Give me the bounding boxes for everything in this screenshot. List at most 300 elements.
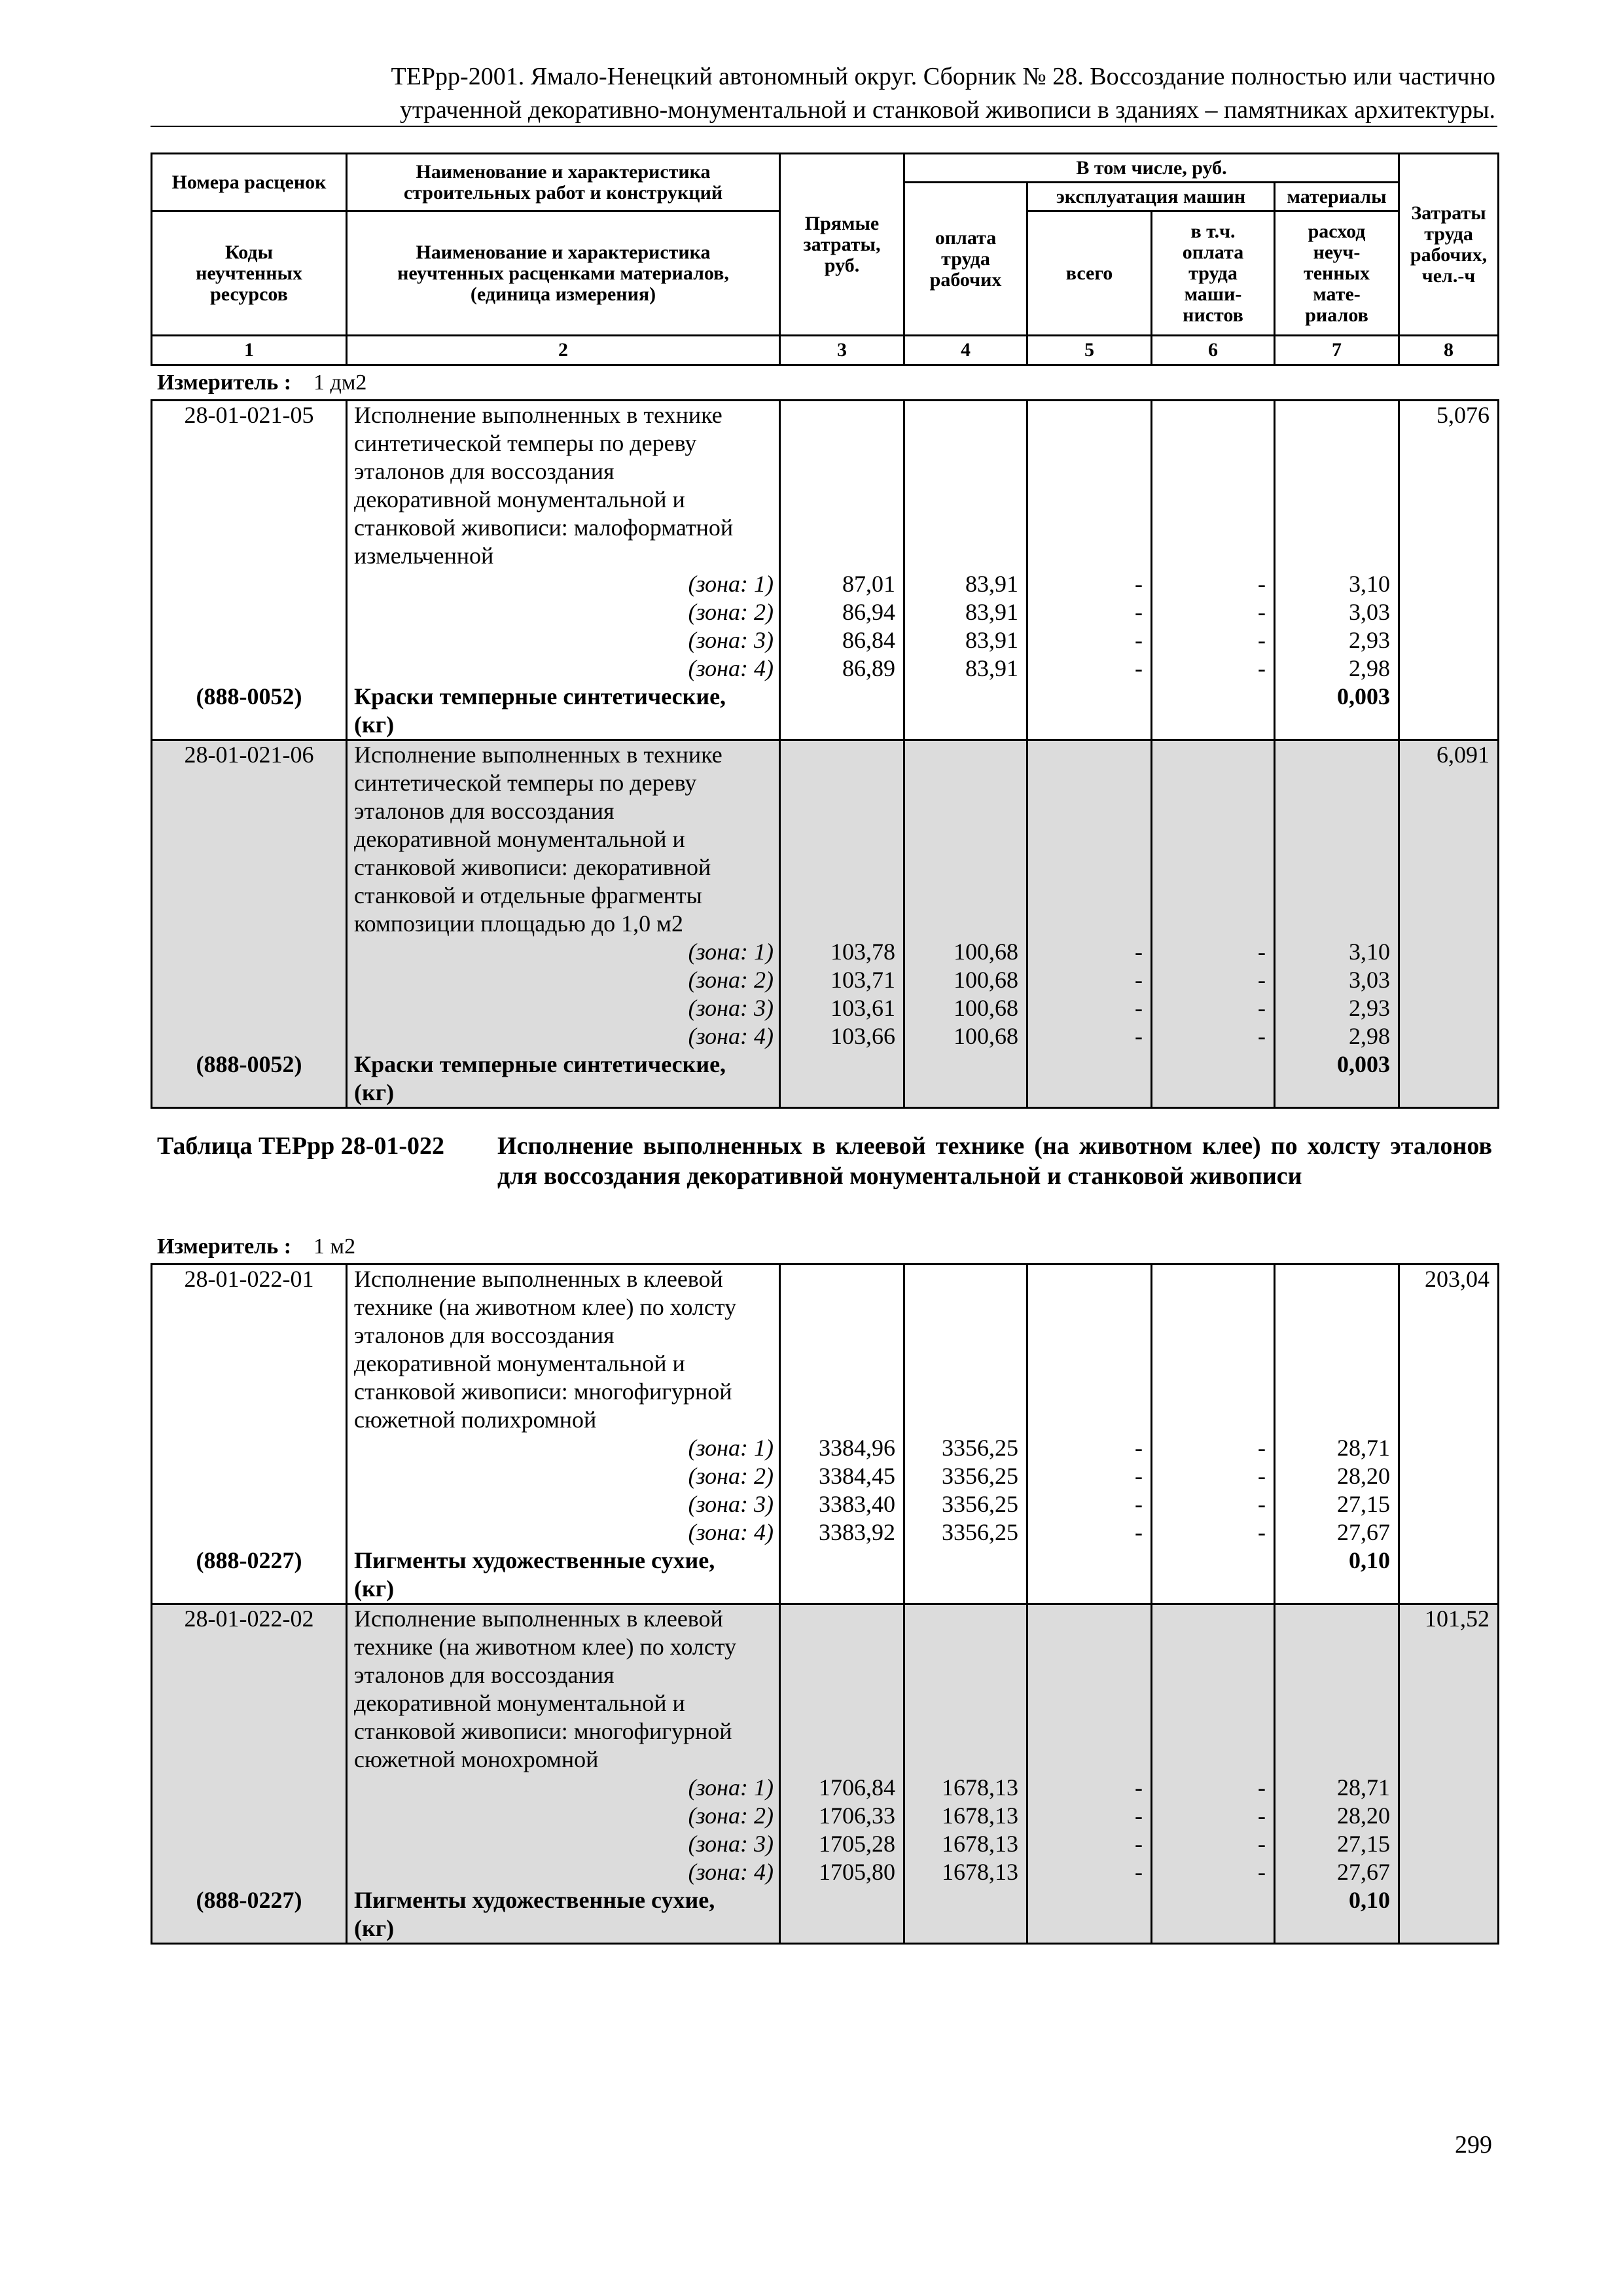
blank-line: [905, 910, 1018, 938]
blank-line: [1275, 1079, 1390, 1107]
resource-quantity: 0,10: [1349, 1887, 1390, 1913]
blank-line: [1275, 882, 1390, 910]
blank-line: [1152, 1406, 1266, 1434]
direct-costs: 3384,96: [819, 1435, 895, 1461]
blank-line: [1275, 457, 1390, 486]
zone-label: (зона: 1): [688, 1774, 774, 1801]
blank-line: [781, 542, 895, 570]
machines-total: -: [1135, 1519, 1143, 1545]
table-title-text: Исполнение выполненных в клеевой технике (на животном клее) по холсту эталонов для воссоздания декоративной монументальной и станковой живописи: [497, 1132, 1492, 1190]
blank-line: [1028, 882, 1143, 910]
blank-line: [1275, 1575, 1390, 1603]
blank-line: [1275, 401, 1390, 429]
blank-line: [152, 486, 346, 514]
direct-costs: 1705,28: [819, 1831, 895, 1857]
rate-description-line: измельченной: [354, 543, 494, 569]
rate-description-line: технике (на животном клее) по холсту: [354, 1294, 737, 1320]
blank-line: [152, 1462, 346, 1490]
blank-line: [781, 711, 895, 739]
blank-line: [1275, 797, 1390, 825]
materials-value: 2,98: [1349, 1023, 1390, 1049]
measure-unit: 1 дм2: [313, 370, 367, 395]
blank-line: [1275, 741, 1390, 769]
rate-description-line: технике (на животном клее) по холсту: [354, 1634, 737, 1660]
measure-label: Измеритель :: [157, 1234, 292, 1259]
col-resource-codes-header: Коды неучтенных ресурсов: [152, 211, 347, 336]
worker-wages: 100,68: [954, 995, 1018, 1021]
blank-line: [152, 853, 346, 882]
machinist-wages-cell: [1152, 1265, 1275, 1604]
blank-line: [1275, 1378, 1390, 1406]
rate-description-line: сюжетной монохромной: [354, 1746, 599, 1772]
blank-line: [152, 882, 346, 910]
rate-code: 28-01-022-01: [184, 1266, 314, 1292]
blank-line: [152, 994, 346, 1022]
zone-label: (зона: 3): [688, 627, 774, 653]
zone-label: (зона: 2): [688, 967, 774, 993]
resource-name-line: Краски темперные синтетические,: [354, 683, 726, 709]
machines-total: -: [1135, 995, 1143, 1021]
rate-description-line: станковой и отдельные фрагменты: [354, 882, 702, 908]
labor-costs-cell: [1399, 1604, 1499, 1944]
blank-line: [781, 1575, 895, 1603]
materials-value: 28,71: [1337, 1435, 1390, 1461]
rate-description-line: синтетической темперы по дереву: [354, 430, 697, 456]
blank-line: [1275, 1914, 1390, 1943]
blank-line: [152, 825, 346, 853]
blank-line: [1152, 825, 1266, 853]
column-header-table: [151, 152, 1499, 366]
rate-row: [152, 1604, 1499, 1944]
blank-line: [781, 1079, 895, 1107]
machinist-wages: -: [1258, 967, 1266, 993]
blank-line: [1275, 1321, 1390, 1350]
blank-line: [152, 429, 346, 457]
blank-line: [905, 741, 1018, 769]
blank-line: [152, 1406, 346, 1434]
resource-quantity: 0,003: [1337, 1051, 1390, 1077]
blank-line: [905, 1378, 1018, 1406]
blank-line: [781, 1746, 895, 1774]
blank-line: [1028, 1575, 1143, 1603]
rate-description-line: станковой живописи: многофигурной: [354, 1718, 732, 1744]
blank-line: [781, 1886, 895, 1914]
blank-line: [152, 542, 346, 570]
materials-value: 28,71: [1337, 1774, 1390, 1801]
col-labor-costs-header: Затраты труда рабочих, чел.-ч: [1399, 154, 1499, 336]
blank-line: [905, 486, 1018, 514]
machines-total: -: [1135, 627, 1143, 653]
blank-line: [1028, 401, 1143, 429]
blank-line: [152, 966, 346, 994]
blank-line: [1028, 457, 1143, 486]
blank-line: [1028, 1321, 1143, 1350]
blank-line: [781, 910, 895, 938]
blank-line: [1275, 853, 1390, 882]
machines-total: -: [1135, 571, 1143, 597]
blank-line: [1152, 1717, 1266, 1746]
machinist-wages: -: [1258, 627, 1266, 653]
rate-code-cell: [152, 1265, 347, 1604]
blank-line: [1152, 1661, 1266, 1689]
rates-table: [151, 399, 1499, 1109]
rate-description-line: декоративной монументальной и: [354, 1690, 685, 1716]
blank-line: [1152, 797, 1266, 825]
direct-costs: 87,01: [842, 571, 895, 597]
worker-wages: 83,91: [965, 599, 1018, 625]
blank-line: [152, 910, 346, 938]
resource-name-line: Краски темперные синтетические,: [354, 1051, 726, 1077]
blank-line: [1152, 769, 1266, 797]
blank-line: [781, 1547, 895, 1575]
col-number: 8: [1399, 336, 1499, 365]
materials-value-cell: [1275, 401, 1399, 740]
blank-line: [152, 938, 346, 966]
direct-costs-cell: [780, 401, 904, 740]
materials-value: 27,15: [1337, 1831, 1390, 1857]
worker-wages: 1678,13: [942, 1803, 1018, 1829]
labor-costs: 101,52: [1425, 1605, 1489, 1632]
blank-line: [1275, 1661, 1390, 1689]
resource-code: (888-0052): [196, 1051, 302, 1077]
machines-total: -: [1135, 1803, 1143, 1829]
zone-label: (зона: 4): [688, 1859, 774, 1885]
direct-costs: 103,78: [830, 939, 895, 965]
machinist-wages-cell: [1152, 740, 1275, 1108]
zone-label: (зона: 1): [688, 1435, 774, 1461]
blank-line: [152, 1293, 346, 1321]
machines-total: -: [1135, 1774, 1143, 1801]
direct-costs: 86,84: [842, 627, 895, 653]
materials-value-cell: [1275, 740, 1399, 1108]
rate-description-line: Исполнение выполненных в технике: [354, 742, 722, 768]
measure-unit-2: [157, 1234, 355, 1259]
blank-line: [905, 769, 1018, 797]
machinist-wages-cell: [1152, 1604, 1275, 1944]
machines-total: -: [1135, 967, 1143, 993]
blank-line: [152, 1717, 346, 1746]
resource-quantity: 0,10: [1349, 1547, 1390, 1573]
rate-description-line: эталонов для воссоздания: [354, 1322, 615, 1348]
worker-wages: 1678,13: [942, 1774, 1018, 1801]
blank-line: [781, 1717, 895, 1746]
zone-label: (зона: 1): [688, 939, 774, 965]
worker-wages-cell: [904, 1265, 1027, 1604]
blank-line: [152, 570, 346, 598]
blank-line: [1275, 1265, 1390, 1293]
zone-label: (зона: 4): [688, 655, 774, 681]
zone-label: (зона: 4): [688, 1023, 774, 1049]
blank-line: [1152, 1746, 1266, 1774]
blank-line: [781, 825, 895, 853]
blank-line: [1275, 1293, 1390, 1321]
worker-wages-cell: [904, 740, 1027, 1108]
blank-line: [781, 1321, 895, 1350]
blank-line: [152, 1633, 346, 1661]
blank-line: [1275, 1689, 1390, 1717]
blank-line: [905, 1717, 1018, 1746]
blank-line: [1028, 542, 1143, 570]
machines-total: -: [1135, 1463, 1143, 1489]
col-number: 3: [780, 336, 904, 365]
direct-costs-cell: [780, 1604, 904, 1944]
blank-line: [152, 1830, 346, 1858]
rate-description-line: станковой живописи: декоративной: [354, 854, 711, 880]
blank-line: [152, 1746, 346, 1774]
col-number: 2: [347, 336, 780, 365]
blank-line: [1028, 910, 1143, 938]
page-number: 299: [1455, 2131, 1492, 2159]
direct-costs-cell: [780, 740, 904, 1108]
blank-line: [1028, 853, 1143, 882]
blank-line: [1028, 1350, 1143, 1378]
zone-label: (зона: 3): [688, 995, 774, 1021]
header-line-1: ТЕРрр-2001. Ямало-Ненецкий автономный округ. Сборник № 28. Воссоздание полностью или частично: [391, 63, 1495, 90]
materials-value: 28,20: [1337, 1803, 1390, 1829]
blank-line: [1152, 542, 1266, 570]
blank-line: [781, 683, 895, 711]
blank-line: [905, 1050, 1018, 1079]
rate-description-cell: [347, 740, 780, 1108]
machines-total: -: [1135, 1831, 1143, 1857]
blank-line: [1275, 1350, 1390, 1378]
header-rule: [151, 126, 1497, 127]
blank-line: [905, 429, 1018, 457]
col-number: 4: [904, 336, 1027, 365]
blank-line: [905, 1661, 1018, 1689]
machinist-wages: -: [1258, 1803, 1266, 1829]
blank-line: [905, 457, 1018, 486]
materials-value: 3,03: [1349, 967, 1390, 993]
rate-description-line: декоративной монументальной и: [354, 826, 685, 852]
blank-line: [781, 1406, 895, 1434]
resource-code: (888-0052): [196, 683, 302, 709]
direct-costs-cell: [780, 1265, 904, 1604]
blank-line: [905, 401, 1018, 429]
materials-value: 3,10: [1349, 939, 1390, 965]
blank-line: [1028, 1746, 1143, 1774]
machines-total: -: [1135, 1023, 1143, 1049]
rate-description-line: Исполнение выполненных в технике: [354, 402, 722, 428]
direct-costs: 103,71: [830, 967, 895, 993]
machinist-wages-cell: [1152, 401, 1275, 740]
blank-line: [1152, 1079, 1266, 1107]
blank-line: [905, 853, 1018, 882]
blank-line: [152, 1774, 346, 1802]
blank-line: [781, 1689, 895, 1717]
blank-line: [152, 1079, 346, 1107]
blank-line: [1152, 1886, 1266, 1914]
col-machinist-wages-header: в т.ч. оплата труда маши- нистов: [1152, 211, 1275, 336]
machines-total: -: [1135, 939, 1143, 965]
header-line-2: утраченной декоративно-монументальной и станковой живописи в зданиях – памятниках архитектуры.: [399, 96, 1495, 124]
labor-costs: 6,091: [1436, 742, 1489, 768]
rate-description-line: декоративной монументальной и: [354, 486, 685, 512]
worker-wages: 83,91: [965, 627, 1018, 653]
resource-name-line: (кг): [354, 1079, 395, 1105]
col-worker-wages-header: оплата труда рабочих: [904, 183, 1027, 336]
machinist-wages: -: [1258, 1023, 1266, 1049]
blank-line: [1028, 429, 1143, 457]
materials-value: 2,93: [1349, 627, 1390, 653]
direct-costs: 1706,33: [819, 1803, 895, 1829]
blank-line: [1152, 1914, 1266, 1943]
blank-line: [1275, 1746, 1390, 1774]
col-number: 7: [1275, 336, 1399, 365]
col-rate-number-header: Номера расценок: [152, 154, 347, 211]
blank-line: [1275, 1717, 1390, 1746]
blank-line: [1028, 1265, 1143, 1293]
direct-costs: 3383,40: [819, 1491, 895, 1517]
materials-value: 27,15: [1337, 1491, 1390, 1517]
blank-line: [1275, 486, 1390, 514]
col-direct-costs-header: Прямые затраты, руб.: [780, 154, 904, 336]
measure-label: Измеритель :: [157, 370, 292, 395]
col-work-name-header: Наименование и характеристика строительных работ и конструкций: [347, 154, 780, 211]
resource-name-line: (кг): [354, 1915, 395, 1941]
blank-line: [781, 853, 895, 882]
blank-line: [152, 1858, 346, 1886]
blank-line: [1028, 486, 1143, 514]
blank-line: [781, 429, 895, 457]
machines-total: -: [1135, 1491, 1143, 1517]
labor-costs: 203,04: [1425, 1266, 1489, 1292]
rate-description-line: синтетической темперы по дереву: [354, 770, 697, 796]
machines-total: -: [1135, 1435, 1143, 1461]
blank-line: [1152, 1350, 1266, 1378]
machinist-wages: -: [1258, 1491, 1266, 1517]
col-machines-total-header: всего: [1027, 211, 1152, 336]
measure-unit: 1 м2: [313, 1234, 356, 1259]
blank-line: [905, 683, 1018, 711]
zone-label: (зона: 2): [688, 1463, 774, 1489]
worker-wages: 1678,13: [942, 1831, 1018, 1857]
blank-line: [1152, 1689, 1266, 1717]
blank-line: [152, 1661, 346, 1689]
direct-costs: 86,94: [842, 599, 895, 625]
worker-wages: 83,91: [965, 571, 1018, 597]
worker-wages: 3356,25: [942, 1491, 1018, 1517]
machinist-wages: -: [1258, 939, 1266, 965]
blank-line: [781, 1633, 895, 1661]
machinist-wages: -: [1258, 1774, 1266, 1801]
blank-line: [1275, 1633, 1390, 1661]
blank-line: [1028, 741, 1143, 769]
blank-line: [1275, 514, 1390, 542]
blank-line: [152, 1518, 346, 1547]
machinist-wages: -: [1258, 655, 1266, 681]
blank-line: [1028, 1378, 1143, 1406]
worker-wages-cell: [904, 1604, 1027, 1944]
blank-line: [1275, 825, 1390, 853]
blank-line: [905, 1633, 1018, 1661]
machines-total-cell: [1027, 1604, 1152, 1944]
blank-line: [781, 1661, 895, 1689]
materials-value-cell: [1275, 1604, 1399, 1944]
rate-description-cell: [347, 401, 780, 740]
blank-line: [152, 1575, 346, 1603]
blank-line: [905, 1689, 1018, 1717]
blank-line: [152, 1689, 346, 1717]
blank-line: [1028, 1406, 1143, 1434]
blank-line: [1028, 1293, 1143, 1321]
rate-code: 28-01-022-02: [184, 1605, 314, 1632]
worker-wages: 1678,13: [942, 1859, 1018, 1885]
rates-table-022: [151, 1263, 1497, 1945]
rate-description-line: сюжетной полихромной: [354, 1407, 597, 1433]
machines-total: -: [1135, 599, 1143, 625]
col-machines-header: эксплуатация машин: [1027, 183, 1275, 211]
blank-line: [905, 882, 1018, 910]
direct-costs: 1706,84: [819, 1774, 895, 1801]
zone-label: (зона: 3): [688, 1831, 774, 1857]
blank-line: [905, 1293, 1018, 1321]
blank-line: [152, 655, 346, 683]
blank-line: [152, 1490, 346, 1518]
col-materials-header: материалы: [1275, 183, 1399, 211]
worker-wages: 100,68: [954, 967, 1018, 993]
blank-line: [152, 598, 346, 626]
blank-line: [1028, 797, 1143, 825]
blank-line: [781, 486, 895, 514]
blank-line: [905, 797, 1018, 825]
resource-name-line: (кг): [354, 711, 395, 738]
direct-costs: 103,61: [830, 995, 895, 1021]
blank-line: [152, 1378, 346, 1406]
resource-name-line: Пигменты художественные сухие,: [354, 1887, 715, 1913]
blank-line: [781, 1605, 895, 1633]
blank-line: [1028, 1689, 1143, 1717]
zone-label: (зона: 3): [688, 1491, 774, 1517]
blank-line: [152, 711, 346, 739]
rate-description-cell: [347, 1265, 780, 1604]
blank-line: [1152, 1575, 1266, 1603]
worker-wages: 100,68: [954, 1023, 1018, 1049]
blank-line: [1152, 1321, 1266, 1350]
blank-line: [905, 1746, 1018, 1774]
zone-label: (зона: 2): [688, 599, 774, 625]
rate-code-cell: [152, 740, 347, 1108]
machines-total: -: [1135, 1859, 1143, 1885]
blank-line: [781, 457, 895, 486]
blank-line: [1028, 825, 1143, 853]
blank-line: [1152, 1378, 1266, 1406]
blank-line: [1152, 1293, 1266, 1321]
blank-line: [1152, 853, 1266, 882]
resource-code: (888-0227): [196, 1547, 302, 1573]
resource-name-line: Пигменты художественные сухие,: [354, 1547, 715, 1573]
blank-line: [1028, 711, 1143, 739]
machinist-wages: -: [1258, 1463, 1266, 1489]
rate-description-line: эталонов для воссоздания: [354, 1662, 615, 1688]
direct-costs: 3383,92: [819, 1519, 895, 1545]
col-number: 6: [1152, 336, 1275, 365]
blank-line: [905, 1321, 1018, 1350]
blank-line: [781, 1350, 895, 1378]
blank-line: [905, 1914, 1018, 1943]
zone-label: (зона: 4): [688, 1519, 774, 1545]
worker-wages: 3356,25: [942, 1463, 1018, 1489]
blank-line: [1275, 769, 1390, 797]
col-number: 5: [1027, 336, 1152, 365]
blank-line: [152, 797, 346, 825]
rate-row: [152, 401, 1499, 740]
blank-line: [781, 1293, 895, 1321]
blank-line: [1152, 882, 1266, 910]
machinist-wages: -: [1258, 1435, 1266, 1461]
blank-line: [1152, 429, 1266, 457]
materials-value: 3,10: [1349, 571, 1390, 597]
